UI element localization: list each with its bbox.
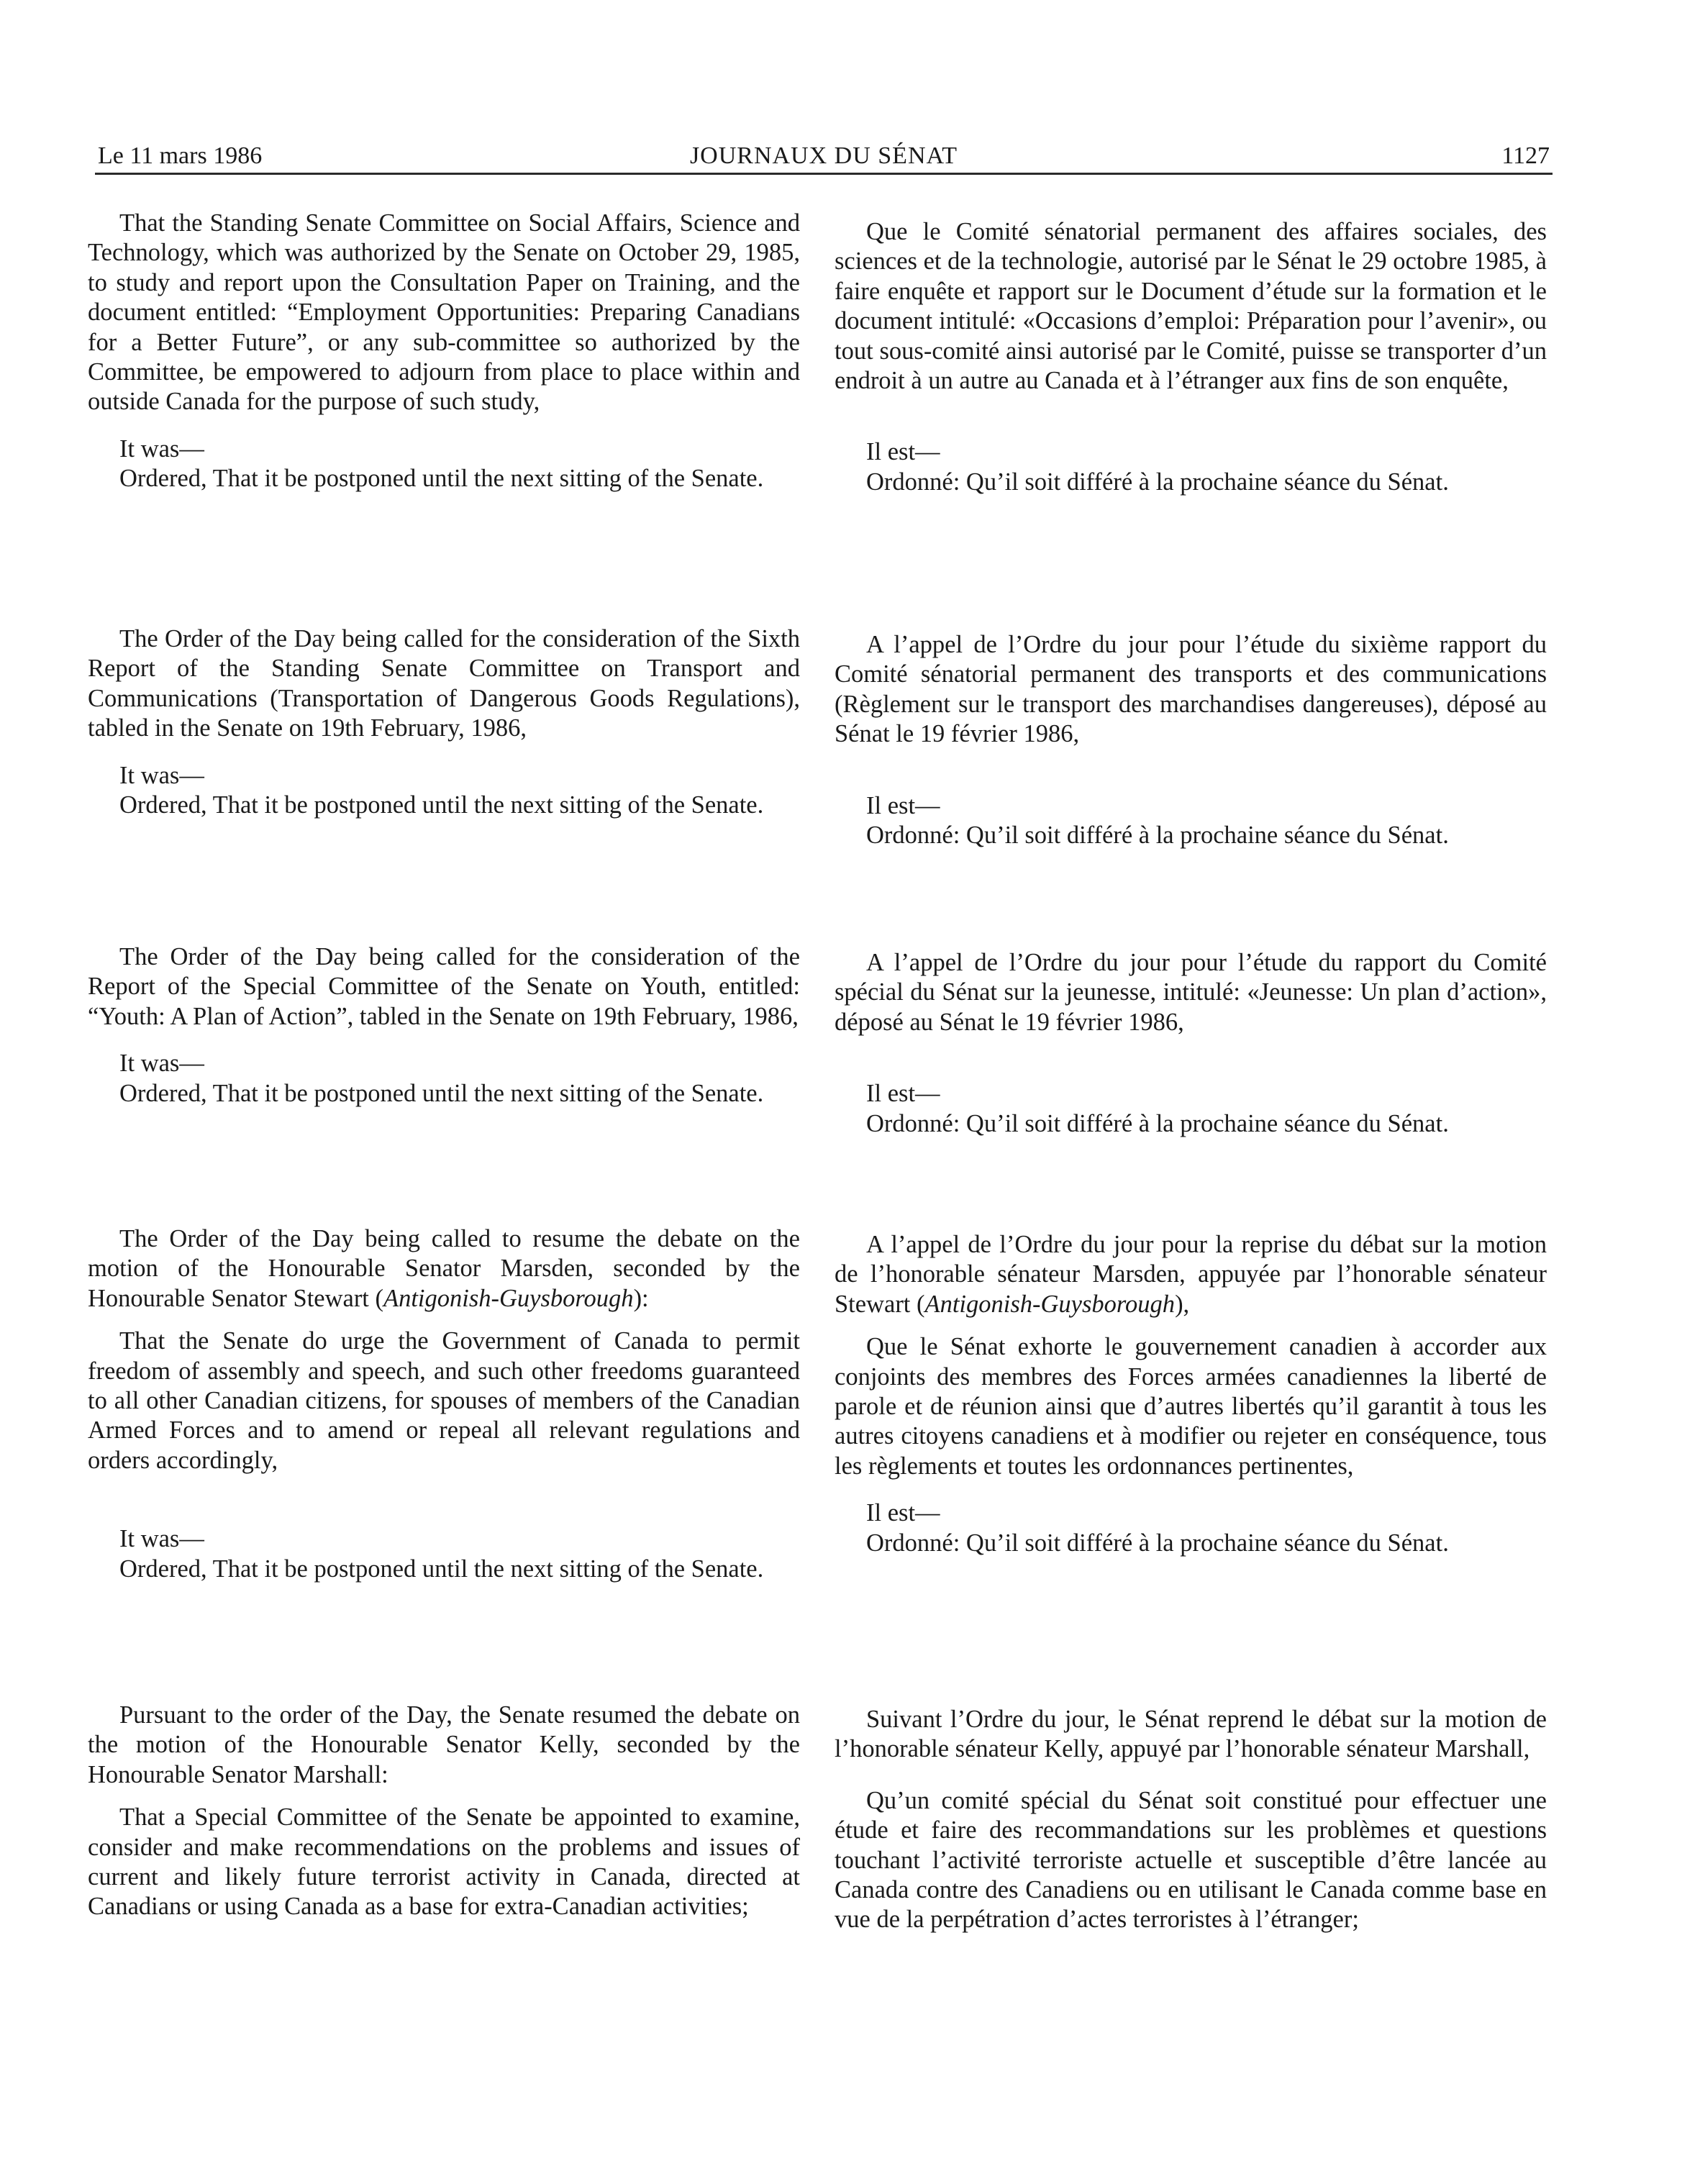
fr-s3-ordonne: Ordonné: Qu’il soit différé à la prochaine séance du Sénat. xyxy=(866,1109,1449,1137)
fr-s4-riding: Antigonish-Guysborough xyxy=(924,1290,1176,1318)
en-s4-motion: The Order of the Day being called to resume the debate on the motion of the Honourable Senator Marsden, seconded by the Honourable Senator Stewart (Antigonish-Guysborough): xyxy=(88,1225,800,1312)
en-s4-riding: Antigonish-Guysborough xyxy=(383,1284,634,1312)
fr-s1-ordonne: Ordonné: Qu’il soit différé à la prochaine séance du Sénat. xyxy=(866,468,1449,496)
en-s1-ordered: Ordered, That it be postponed until the next sitting of the Senate. xyxy=(119,465,764,493)
fr-s4-resolution: Que le Sénat exhorte le gouvernement canadien à accorder aux conjoints des membres des Forces armées canadiennes la liberté de parole et de réunion ainsi que d’autres libertés qu’il garantit à tous les autres citoyens canadiens et à modifier ou rejeter en conséquence, tous les règlements et toutes les ordonnances pertinentes, xyxy=(835,1333,1547,1480)
fr-section-2 xyxy=(835,630,1547,850)
fr-section-1 xyxy=(835,217,1547,497)
fr-s2-ordonne: Ordonné: Qu’il soit différé à la prochaine séance du Sénat. xyxy=(866,822,1449,850)
fr-section-4 xyxy=(835,1230,1547,1558)
en-section-5 xyxy=(88,1701,800,1922)
en-section-1 xyxy=(88,209,800,494)
en-s5-motion: Pursuant to the order of the Day, the Senate resumed the debate on the motion of the Honourable Senator Kelly, seconded by the Honourable Senator Marshall: xyxy=(88,1701,800,1788)
fr-section-5 xyxy=(835,1705,1547,1935)
fr-section-3 xyxy=(835,948,1547,1139)
fr-s5-motion: Suivant l’Ordre du jour, le Sénat reprend le débat sur la motion de l’honorable sénateur Kelly, appuyé par l’honorable sénateur Marshall, xyxy=(835,1706,1547,1763)
fr-s5-resolution: Qu’un comité spécial du Sénat soit constitué pour effectuer une étude et faire des recommandations sur les problèmes et questions touchant l’activité terroriste actuelle et susceptible d’être lancée au Canada contre des Canadiens ou en utilisant le Canada comme base en vue de la perpétration d’actes terroristes à l’étranger; xyxy=(835,1786,1547,1934)
en-s4-it-was: It was— xyxy=(119,1525,204,1553)
en-s3-it-was: It was— xyxy=(119,1050,204,1078)
en-s2-it-was: It was— xyxy=(119,761,204,789)
fr-s2-il-est: Il est— xyxy=(866,791,940,819)
en-s4-resolution: That the Senate do urge the Government of Canada to permit freedom of assembly and speech, and such other freedoms guaranteed to all other Canadian citizens, for spouses of members of the Canadian Armed Forces and to amend or repeal all relevant regulations and orders accordingly, xyxy=(88,1327,800,1474)
en-section-3 xyxy=(88,942,800,1109)
en-s2-ordered: Ordered, That it be postponed until the next sitting of the Senate. xyxy=(119,791,764,819)
header-date: Le 11 mars 1986 xyxy=(98,142,263,169)
header-title: JOURNAUX DU SÉNAT xyxy=(689,142,958,169)
en-s3-motion: The Order of the Day being called for the consideration of the Report of the Special Committee of the Senate on Youth, entitled: “Youth: A Plan of Action”, tabled in the Senate on 19th February, 1986, xyxy=(88,943,800,1030)
fr-s4-il-est: Il est— xyxy=(866,1499,940,1527)
en-s4-ordered: Ordered, That it be postponed until the next sitting of the Senate. xyxy=(119,1555,764,1583)
fr-s1-il-est: Il est— xyxy=(866,438,940,466)
page-header xyxy=(95,140,1553,175)
en-s2-motion: The Order of the Day being called for the consideration of the Sixth Report of the Standing Senate Committee on Transport and Communications (Transportation of Dangerous Goods Regulations), tabled in the Senate on 19th February, 1986, xyxy=(88,625,800,742)
fr-s3-il-est: Il est— xyxy=(866,1080,940,1108)
en-s5-resolution: That a Special Committee of the Senate be appointed to examine, consider and make recommendations on the problems and issues of current and likely future terrorist activity in Canada, directed at Canadians or using Canada as a base for extra-Canadian activities; xyxy=(88,1803,800,1921)
fr-s3-motion: A l’appel de l’Ordre du jour pour l’étude du rapport du Comité spécial du Sénat sur la jeunesse, intitulé: «Jeunesse: Un plan d’action», déposé au Sénat le 19 février 1986, xyxy=(835,949,1547,1036)
fr-s4-ordonne: Ordonné: Qu’il soit différé à la prochaine séance du Sénat. xyxy=(866,1529,1449,1557)
en-section-2 xyxy=(88,624,800,820)
fr-s4-motion: A l’appel de l’Ordre du jour pour la reprise du débat sur la motion de l’honorable sénateur Marsden, appuyée par l’honorable sénateur Stewart (Antigonish-Guysborough), xyxy=(835,1231,1547,1318)
page-number: 1127 xyxy=(1501,142,1550,169)
en-s1-it-was: It was— xyxy=(119,434,204,463)
en-s3-ordered: Ordered, That it be postponed until the next sitting of the Senate. xyxy=(119,1079,764,1107)
fr-s1-motion: Que le Comité sénatorial permanent des affaires sociales, des sciences et de la technologie, autorisé par le Sénat le 29 octobre 1985, à faire enquête et rapport sur le Document d’étude sur la formation et le document intitulé: «Occasions d’emploi: Préparation pour l’avenir», ou tout sous-comité ainsi autorisé par le Comité, puisse se transporter d’un endroit à un autre au Canada et à l’étranger aux fins de son enquête, xyxy=(835,218,1547,395)
fr-s2-motion: A l’appel de l’Ordre du jour pour l’étude du sixième rapport du Comité sénatorial permanent des transports et des communications (Règlement sur le transport des marchandises dangereuses), déposé au Sénat le 19 février 1986, xyxy=(835,631,1547,748)
en-section-4 xyxy=(88,1224,800,1584)
en-s1-motion: That the Standing Senate Committee on Social Affairs, Science and Technology, which was authorized by the Senate on October 29, 1985, to study and report upon the Consultation Paper on Training, and the document entitled: “Employment Opportunities: Preparing Canadians for a Better Future”, or any sub-committee so authorized by the Committee, be empowered to adjourn from place to place within and outside Canada for the purpose of such study, xyxy=(88,209,800,416)
